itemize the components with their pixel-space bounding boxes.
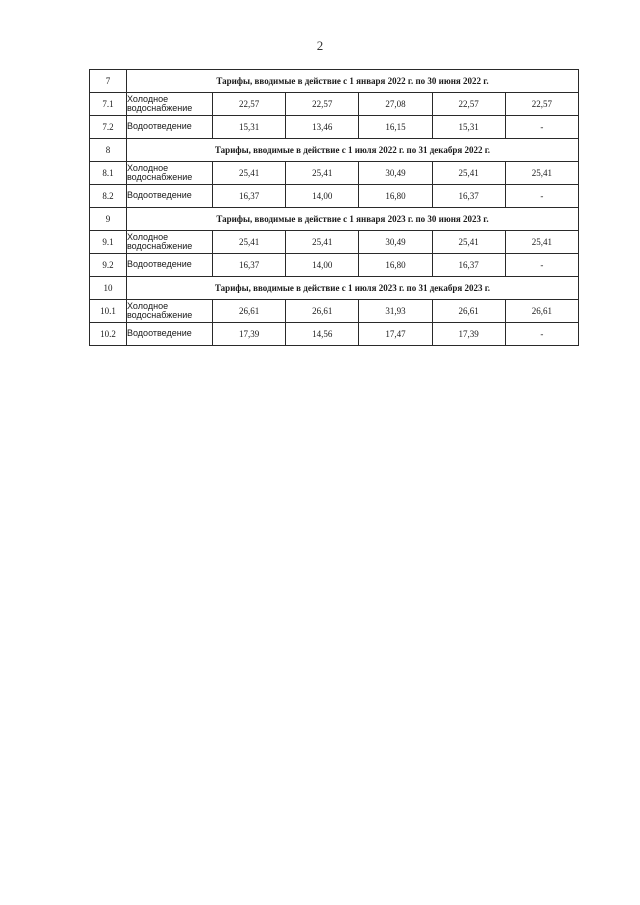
tariff-value: 25,41 xyxy=(286,231,359,254)
tariff-value: - xyxy=(505,185,578,208)
tariff-value: 22,57 xyxy=(432,93,505,116)
tariff-value: 14,00 xyxy=(286,185,359,208)
section-title: Тарифы, вводимые в действие с 1 июля 2023 г. по 31 декабря 2023 г. xyxy=(127,277,579,300)
tariff-value: 16,80 xyxy=(359,254,432,277)
section-number: 7 xyxy=(90,70,127,93)
tariff-value: 17,47 xyxy=(359,323,432,346)
tariff-value: - xyxy=(505,323,578,346)
tariff-value: 16,80 xyxy=(359,185,432,208)
tariff-value: 16,37 xyxy=(432,185,505,208)
page-number: 2 xyxy=(316,38,324,53)
section-number: 10 xyxy=(90,277,127,300)
table-row xyxy=(90,116,579,139)
tariff-value: 17,39 xyxy=(213,323,286,346)
tariff-value: 17,39 xyxy=(432,323,505,346)
row-number: 9.1 xyxy=(90,231,127,254)
table-row xyxy=(90,162,579,185)
section-header-row xyxy=(90,139,579,162)
row-number: 8.1 xyxy=(90,162,127,185)
row-number: 8.2 xyxy=(90,185,127,208)
tariff-value: 15,31 xyxy=(213,116,286,139)
tariff-value: 22,57 xyxy=(286,93,359,116)
service-name: Холодное водоснабжение xyxy=(127,300,213,323)
row-number: 9.2 xyxy=(90,254,127,277)
service-name: Холодное водоснабжение xyxy=(127,162,213,185)
service-name: Водоотведение xyxy=(127,185,213,208)
row-number: 10.2 xyxy=(90,323,127,346)
tariff-table-body xyxy=(90,70,579,346)
tariff-value: 26,61 xyxy=(505,300,578,323)
section-header-row xyxy=(90,277,579,300)
row-number: 10.1 xyxy=(90,300,127,323)
service-name: Холодное водоснабжение xyxy=(127,231,213,254)
tariff-value: 15,31 xyxy=(432,116,505,139)
table-row xyxy=(90,93,579,116)
tariff-value: 25,41 xyxy=(286,162,359,185)
table-row xyxy=(90,254,579,277)
service-name: Водоотведение xyxy=(127,323,213,346)
section-title: Тарифы, вводимые в действие с 1 июля 2022 г. по 31 декабря 2022 г. xyxy=(127,139,579,162)
table-row xyxy=(90,323,579,346)
table-row xyxy=(90,231,579,254)
tariff-value: 25,41 xyxy=(213,162,286,185)
tariff-value: 30,49 xyxy=(359,231,432,254)
section-number: 8 xyxy=(90,139,127,162)
tariff-value: 13,46 xyxy=(286,116,359,139)
service-name: Холодное водоснабжение xyxy=(127,93,213,116)
tariff-value: - xyxy=(505,116,578,139)
tariff-value: 16,37 xyxy=(213,254,286,277)
row-number: 7.1 xyxy=(90,93,127,116)
tariff-table xyxy=(89,69,579,346)
tariff-value: 25,41 xyxy=(432,231,505,254)
tariff-value: - xyxy=(505,254,578,277)
tariff-value: 16,37 xyxy=(213,185,286,208)
tariff-value: 16,37 xyxy=(432,254,505,277)
section-header-row xyxy=(90,208,579,231)
tariff-value: 14,00 xyxy=(286,254,359,277)
tariff-value: 25,41 xyxy=(432,162,505,185)
table-row xyxy=(90,300,579,323)
table-row xyxy=(90,185,579,208)
section-title: Тарифы, вводимые в действие с 1 января 2022 г. по 30 июня 2022 г. xyxy=(127,70,579,93)
tariff-value: 22,57 xyxy=(213,93,286,116)
tariff-value: 16,15 xyxy=(359,116,432,139)
tariff-value: 25,41 xyxy=(213,231,286,254)
section-number: 9 xyxy=(90,208,127,231)
section-title: Тарифы, вводимые в действие с 1 января 2023 г. по 30 июня 2023 г. xyxy=(127,208,579,231)
section-header-row xyxy=(90,70,579,93)
service-name: Водоотведение xyxy=(127,116,213,139)
tariff-value: 26,61 xyxy=(213,300,286,323)
tariff-value: 22,57 xyxy=(505,93,578,116)
tariff-value: 31,93 xyxy=(359,300,432,323)
tariff-value: 27,08 xyxy=(359,93,432,116)
tariff-value: 25,41 xyxy=(505,231,578,254)
tariff-value: 26,61 xyxy=(432,300,505,323)
service-name: Водоотведение xyxy=(127,254,213,277)
tariff-value: 25,41 xyxy=(505,162,578,185)
tariff-value: 30,49 xyxy=(359,162,432,185)
row-number: 7.2 xyxy=(90,116,127,139)
tariff-value: 26,61 xyxy=(286,300,359,323)
tariff-value: 14,56 xyxy=(286,323,359,346)
